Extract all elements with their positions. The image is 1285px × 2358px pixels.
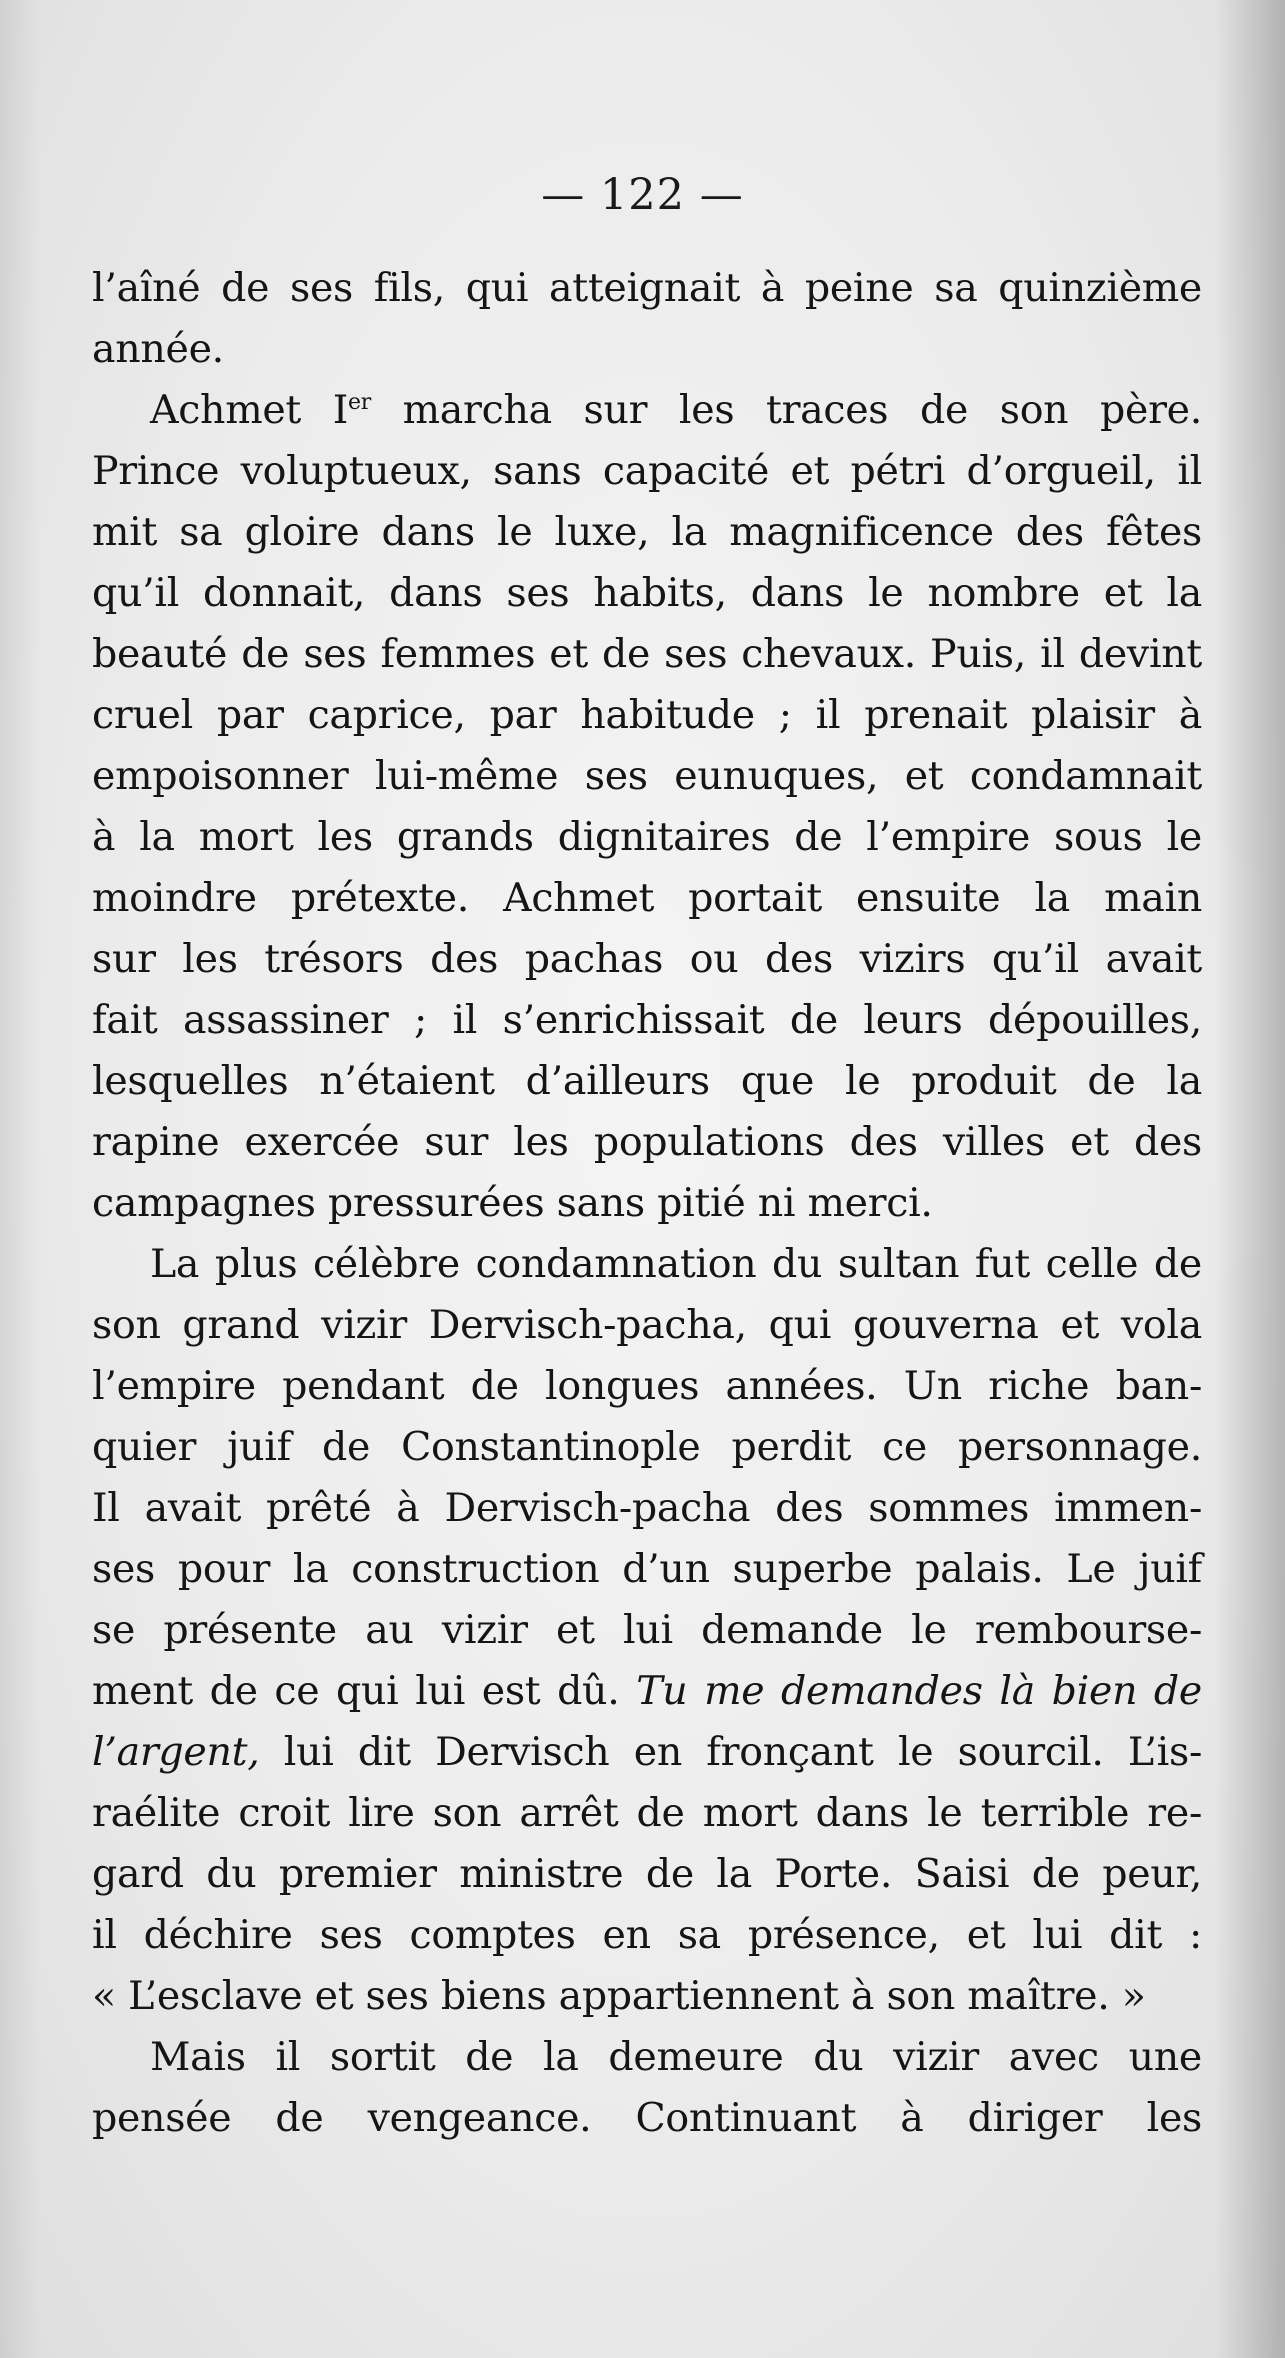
text-line: à la mort les grands dignitaires de l’empire sous le <box>92 814 1202 860</box>
text-line: Prince voluptueux, sans capacité et pétri d’orgueil, il <box>92 448 1202 494</box>
text-line <box>92 1722 1202 1783</box>
text-line: pensée de vengeance. Continuant à diriger les <box>92 2095 1202 2141</box>
text-line: fait assassiner ; il s’enrichissait de leurs dépouilles, <box>92 997 1202 1043</box>
text-line <box>92 1661 1202 1722</box>
text-line: année. <box>92 326 224 372</box>
ordinal-suffix: er <box>348 389 371 415</box>
text-line: mit sa gloire dans le luxe, la magnificence des fêtes <box>92 509 1202 555</box>
text-line: l’aîné de ses fils, qui atteignait à peine sa quinzième <box>92 265 1202 311</box>
body-text <box>92 258 1202 2149</box>
text-line: beauté de ses femmes et de ses chevaux. Puis, il devint <box>92 631 1202 677</box>
text-line: il déchire ses comptes en sa présence, et lui dit : <box>92 1912 1202 1958</box>
page-number: — 122 — <box>541 170 744 220</box>
text-line: l’empire pendant de longues années. Un riche ban- <box>92 1363 1202 1409</box>
text-line: Mais il sortit de la demeure du vizir avec une <box>150 2034 1202 2080</box>
text-line: rapine exercée sur les populations des villes et des <box>92 1119 1202 1165</box>
text-segment: ment de ce qui lui est dû. <box>92 1668 620 1714</box>
italic-quote: Tu me demandes là bien de <box>636 1668 1202 1714</box>
text-line: empoisonner lui-même ses eunuques, et condamnait <box>92 753 1202 799</box>
text-line: raélite croit lire son arrêt de mort dans le terrible re- <box>92 1790 1202 1836</box>
text-line: campagnes pressurées sans pitié ni merci. <box>92 1180 933 1226</box>
text-line: lesquelles n’étaient d’ailleurs que le produit de la <box>92 1058 1202 1104</box>
text-line: se présente au vizir et lui demande le rembourse- <box>92 1607 1202 1653</box>
text-line: La plus célèbre condamnation du sultan fut celle de <box>150 1241 1202 1287</box>
achmet-name: Achmet I <box>150 387 348 433</box>
text-line: moindre prétexte. Achmet portait ensuite la main <box>92 875 1202 921</box>
text-line: « L’esclave et ses biens appartiennent à son maître. » <box>92 1973 1146 2019</box>
text-line <box>92 380 1202 441</box>
text-line: Il avait prêté à Dervisch-pacha des sommes immen- <box>92 1485 1202 1531</box>
italic-quote: l’argent, <box>92 1729 260 1775</box>
text-line: gard du premier ministre de la Porte. Saisi de peur, <box>92 1851 1202 1897</box>
text-line: sur les trésors des pachas ou des vizirs qu’il avait <box>92 936 1202 982</box>
text-segment: marcha sur les traces de son père. <box>402 387 1202 433</box>
text-line: qu’il donnait, dans ses habits, dans le nombre et la <box>92 570 1202 616</box>
text-line: ses pour la construction d’un superbe palais. Le juif <box>92 1546 1202 1592</box>
text-line: son grand vizir Dervisch-pacha, qui gouverna et vola <box>92 1302 1202 1348</box>
text-line: cruel par caprice, par habitude ; il prenait plaisir à <box>92 692 1202 738</box>
text-segment: lui dit Dervisch en fronçant le sourcil. L’is- <box>283 1729 1202 1775</box>
text-line: quier juif de Constantinople perdit ce personnage. <box>92 1424 1202 1470</box>
